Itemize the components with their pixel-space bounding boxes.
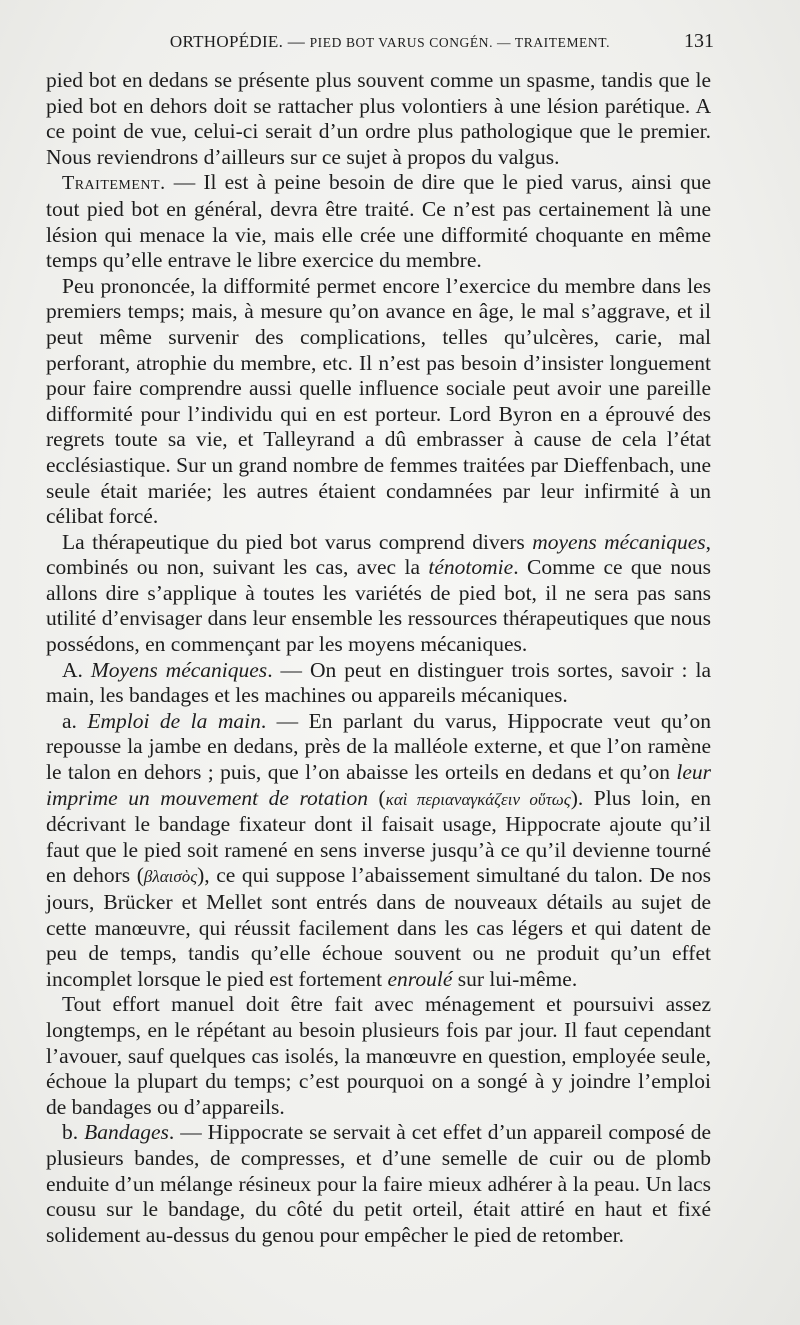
- section-heading: Traitement.: [62, 172, 166, 195]
- italic-term: enroulé: [387, 966, 453, 991]
- paragraph: [46, 992, 711, 1120]
- body-text: [46, 68, 711, 1248]
- text-run: , combinés ou non, suivant les cas, avec la: [46, 529, 712, 580]
- text-run: a.: [62, 708, 88, 733]
- text-run: ), ce qui suppose l’abaissement simultané du talon. De nos jours, Brücker et Mellet sont entrés dans de nouveaux détails au sujet de cette manœuvre, qui réussit facilement dans les cas légers et qui datent de peu de temps, tandis qu’elle échoue souvent ou ne produit qu’un effet incomplet lorsque le pied est fortement: [46, 863, 711, 991]
- italic-term: ténotomie: [428, 555, 514, 580]
- paragraph: [46, 709, 711, 993]
- greek-quote: καὶ περιαναγκάζειν οὕτως: [385, 789, 571, 809]
- text-run: ). Plus loin, en décrivant le bandage fixateur dont il faisait usage, Hippocrate ajoute qu’il faut que le pied soit ramené en sens inverse jusqu’à ce qu’il devienne tourné en dehors (: [46, 785, 711, 888]
- paragraph: [46, 170, 711, 273]
- paragraph: [46, 1120, 711, 1248]
- text-run: . — Hippocrate se servait à cet effet d’un appareil composé de plusieurs bandes, de compresses, et d’une semelle de cuir ou de plomb enduite d’un mélange résineux pour la faire mieux adhérer à la peau. Un lacs cousu sur le bandage, du côté du petit orteil, était attiré en haut et fixé solidement au-dessus du genou pour empêcher le pied de retomber.: [46, 1120, 712, 1247]
- paragraph: [46, 68, 711, 170]
- italic-term: Bandages: [84, 1120, 169, 1145]
- running-title-subject: PIED BOT VARUS CONGÉN. — TRAITEMENT.: [309, 35, 611, 50]
- text-run: — Il est à peine besoin de dire que le pied varus, ainsi que tout pied bot en général, devra être traité. Ce n’est pas certainement là une lésion qui menace la vie, mais elle crée une difformité choquante en même temps qu’elle entrave le libre exercice du membre.: [46, 170, 711, 273]
- text-run: Tout effort manuel doit être fait avec ménagement et poursuivi assez longtemps, en le répétant au besoin plusieurs fois par jour. Il faut cependant l’avouer, sauf quelques cas isolés, la manœuvre en question, employée seule, échoue la plupart du temps; c’est pourquoi on a songé à y joindre l’emploi de bandages ou d’appareils.: [46, 992, 711, 1119]
- text-run: (: [367, 785, 386, 810]
- text-run: . Comme ce que nous allons dire s’applique à toutes les variétés de pied bot, il ne sera pas sans utilité d’envisager dans leur ensemble les ressources thérapeutiques que nous possédons, en commençant par les moyens mécaniques.: [46, 555, 711, 657]
- text-run: pied bot en dedans se présente plus souvent comme un spasme, tandis que le pied bot en dehors doit se rattacher plus volontiers à une lésion parétique. A ce point de vue, celui-ci serait d’un ordre plus pathologique que le premier. Nous reviendrons d’ailleurs sur ce sujet à propos du valgus.: [46, 68, 711, 169]
- italic-term: Emploi de la main: [87, 708, 261, 733]
- running-title: [46, 32, 674, 52]
- page-number: 131: [684, 30, 714, 52]
- text-run: b.: [62, 1120, 85, 1145]
- paragraph: [46, 274, 711, 530]
- text-run: sur lui-même.: [452, 966, 578, 991]
- running-title-main: ORTHOPÉDIE. —: [169, 32, 310, 51]
- italic-term: leur imprime un mouvement de rotation: [46, 760, 711, 810]
- greek-quote: βλαισὸς: [143, 867, 198, 887]
- italic-term: moyens mécaniques: [532, 529, 706, 554]
- text-run: . — On peut en distinguer trois sortes, savoir : la main, les bandages et les machines ou appareils mécaniques.: [46, 657, 711, 708]
- text-run: La thérapeutique du pied bot varus comprend divers: [62, 529, 533, 554]
- italic-term: Moyens mécaniques: [90, 657, 268, 682]
- running-head: [46, 30, 714, 66]
- text-run: A.: [62, 657, 91, 682]
- text-run: Peu prononcée, la difformité permet encore l’exercice du membre dans les premiers temps; mais, à mesure qu’on avance en âge, le mal s’aggrave, et il peut même survenir des complications, telles qu’ulcères, carie, mal perforant, atrophie du membre, etc. Il n’est pas besoin d’insister longuement pour faire comprendre aussi quelle influence sociale peut avoir une pareille difformité pour l’individu qui en est porteur. Lord Byron en a éprouvé des regrets toute sa vie, et Talleyrand a dû embrasser à cause de cela l’état ecclésiastique. Sur un grand nombre de femmes traitées par Dieffenbach, une seule était mariée; les autres étaient condamnées par leur infirmité à un célibat forcé.: [46, 273, 711, 529]
- paragraph: [46, 658, 711, 709]
- paragraph: [46, 530, 711, 658]
- text-run: . — En parlant du varus, Hippocrate veut qu’on repousse la jambe en dedans, près de la malléole externe, et que l’on ramène le talon en dehors ; puis, que l’on abaisse les orteils en dedans et qu’on: [46, 708, 711, 785]
